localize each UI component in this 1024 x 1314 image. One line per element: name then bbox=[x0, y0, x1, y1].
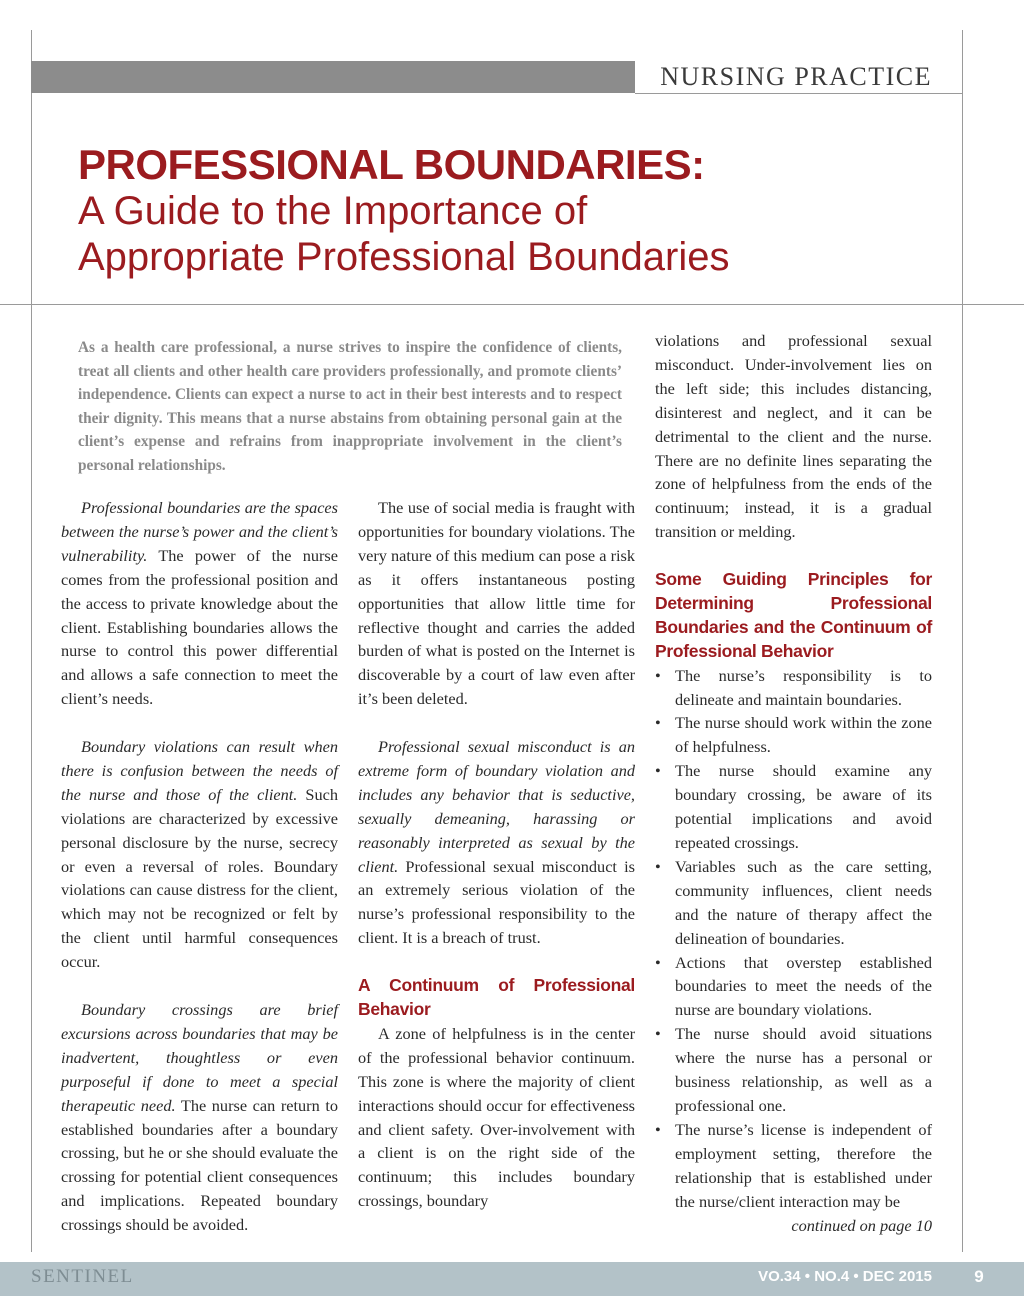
page-number: 9 bbox=[974, 1267, 984, 1286]
paragraph-zone-of-helpfulness: A zone of helpfulness is in the center of the professional behavior continuum. This zone is where the majority of client interactions should occur for effectiveness and client safety. Over-involvement with a client is on the right side of the continuum; this includes boundary crossings, boundary bbox=[358, 1023, 635, 1211]
column-3 bbox=[655, 329, 932, 1237]
body-text: The nurse can return to established boundaries after a boundary crossing, but he or she should evaluate the crossing for potential client consequences and implications. Repeated boundary crossings should be avoided. bbox=[61, 1095, 338, 1235]
list-item bbox=[655, 759, 932, 855]
list-item-text: Variables such as the care setting, community influences, client needs and the nature of therapy affect the delineation of boundaries. bbox=[675, 856, 932, 948]
body-text: The power of the nurse comes from the professional position and the access to private knowledge about the client. Establishing boundaries allows the nurse to control this power differential and allows a safe connection to meet the client’s needs. bbox=[61, 545, 338, 709]
paragraph-boundary-crossings bbox=[61, 998, 338, 1237]
emphasis-text: Professional boundaries are the spaces between the nurse’s power and the client’s vulnerability. bbox=[61, 498, 338, 565]
paragraph-sexual-misconduct bbox=[358, 735, 635, 950]
header-rule bbox=[635, 93, 962, 94]
paragraph-professional-boundaries bbox=[61, 496, 338, 711]
title-main: PROFESSIONAL BOUNDARIES: bbox=[78, 141, 705, 188]
list-item bbox=[655, 1118, 932, 1214]
list-item-text: Actions that overstep established boundaries to meet the needs of the nurse are boundary violations. bbox=[675, 952, 932, 1020]
list-item bbox=[655, 664, 932, 712]
list-item-text: The nurse’s license is independent of employment setting, therefore the relationship that is established under the nurse/client interaction may be bbox=[675, 1119, 932, 1211]
list-item bbox=[655, 951, 932, 1023]
bullet-icon: • bbox=[655, 665, 661, 685]
body-text: Such violations are characterized by excessive personal disclosure by the nurse, secrecy or even a reversal of roles. Boundary violations can cause distress for the client, which may not be recognized or felt by the client until harmful consequences occur. bbox=[61, 784, 338, 972]
principles-list bbox=[655, 664, 932, 1214]
heading-continuum: A Continuum of Professional Behavior bbox=[358, 975, 635, 1019]
emphasis-text: Professional sexual misconduct is an extreme form of boundary violation and includes any behavior that is seductive, sexually demeaning, harassing or reasonably interpreted as sexual by the client. bbox=[358, 737, 635, 876]
continued-link[interactable]: continued on page 10 bbox=[791, 1215, 932, 1235]
section-label: NURSING PRACTICE bbox=[660, 62, 932, 91]
list-item bbox=[655, 711, 932, 759]
paragraph-continuum-ends: violations and professional sexual misconduct. Under-involvement lies on the left side; this includes distancing, disinterest and neglect, and it can be detrimental to the client and the nurse. There are no definite lines separating the zone of helpfulness from the ends of the continuum; instead, it is a gradual transition or melding. bbox=[655, 331, 932, 542]
title-subtitle-line2: Appropriate Professional Boundaries bbox=[78, 235, 730, 279]
column-2 bbox=[358, 496, 635, 1213]
bullet-icon: • bbox=[655, 1119, 661, 1139]
bullet-icon: • bbox=[655, 1024, 661, 1044]
list-item-text: The nurse should avoid situations where the nurse has a personal or business relationship, as well as a professional one. bbox=[675, 1024, 932, 1115]
paragraph-boundary-violations bbox=[61, 735, 338, 974]
bullet-icon: • bbox=[655, 761, 661, 781]
emphasis-text: Boundary crossings are brief excursions across boundaries that may be inadvertent, thoughtless or even purposeful if done to meet a special therapeutic need. bbox=[61, 1000, 338, 1115]
heading-guiding-principles: Some Guiding Principles for Determining Professional Boundaries and the Continuum of Professional Behavior bbox=[655, 569, 932, 661]
column-1 bbox=[61, 496, 338, 1237]
footer-brand: SENTINEL bbox=[31, 1266, 134, 1287]
paragraph-social-media: The use of social media is fraught with opportunities for boundary violations. The very nature of this medium can pose a risk as it offers instantaneous posting opportunities that allow little time for reflective thought and carries the added burden of what is posted on the Internet is discoverable by a court of law even after it’s been deleted. bbox=[358, 498, 635, 709]
article-title bbox=[78, 142, 958, 280]
list-item-text: The nurse should examine any boundary crossing, be aware of its potential implications and avoid repeated crossings. bbox=[675, 761, 932, 853]
bullet-icon: • bbox=[655, 952, 661, 972]
intro-paragraph: As a health care professional, a nurse strives to inspire the confidence of clients, treat all clients and other health care providers professionally, and promote clients’ independence. Clients can expect a nurse to act in their best interests and to respect their dignity. This means that a nurse abstains from obtaining personal gain at the client’s expense and refrains from inappropriate involvement in the client’s personal relationships. bbox=[78, 339, 622, 474]
title-rule bbox=[0, 304, 1024, 305]
list-item bbox=[655, 1022, 932, 1118]
left-margin-line bbox=[31, 30, 32, 1252]
footer-issue-info: VO.34 • NO.4 • DEC 2015 bbox=[758, 1268, 932, 1285]
right-margin-line bbox=[962, 30, 963, 1252]
list-item-text: The nurse’s responsibility is to delineate and maintain boundaries. bbox=[675, 665, 932, 709]
body-text: Professional sexual misconduct is an extremely serious violation of the nurse’s professional responsibility to the client. It is a breach of trust. bbox=[358, 856, 635, 948]
bullet-icon: • bbox=[655, 856, 661, 876]
list-item-text: The nurse should work within the zone of helpfulness. bbox=[675, 713, 932, 757]
header-bar bbox=[31, 61, 635, 93]
list-item bbox=[655, 855, 932, 951]
title-subtitle-line1: A Guide to the Importance of bbox=[78, 189, 588, 233]
emphasis-text: Boundary violations can result when there is confusion between the needs of the nurse and those of the client. bbox=[61, 737, 338, 804]
bullet-icon: • bbox=[655, 713, 661, 733]
